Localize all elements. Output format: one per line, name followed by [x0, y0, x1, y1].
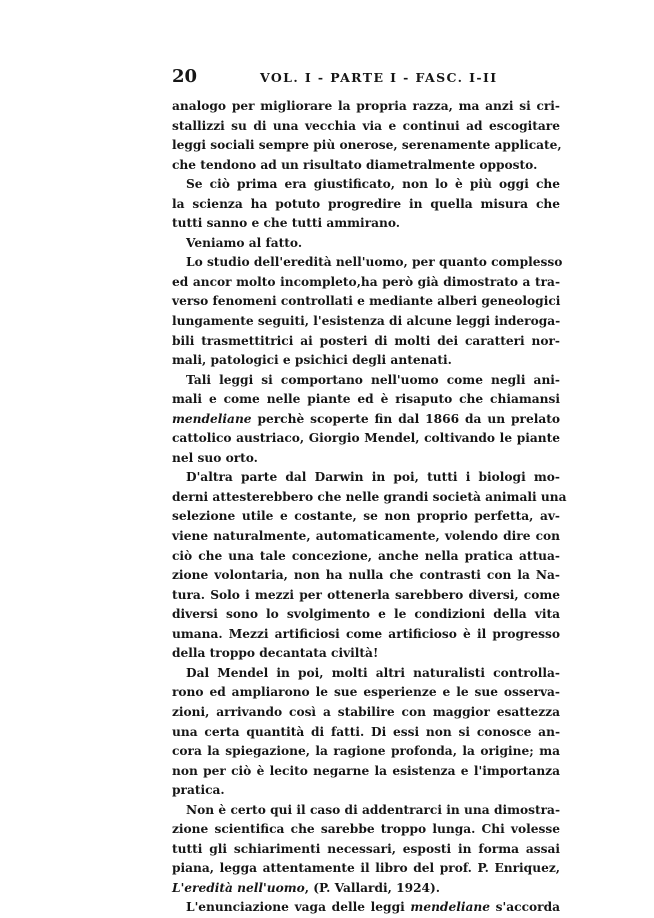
text-line: una certa quantità di fatti. Di essi non si conosce an-: [172, 724, 560, 739]
text-line: zione scientifica che sarebbe troppo lunga. Chi volesse: [172, 822, 560, 837]
text-line: lungamente seguiti, l'esistenza di alcune leggi inderoga-: [172, 314, 561, 329]
text-line: leggi sociali sempre più onerose, serenamente applicate,: [172, 138, 562, 153]
text-line: Veniamo al fatto.: [186, 235, 303, 250]
text-line: viene naturalmente, automaticamente, volendo dire con: [172, 529, 560, 544]
text-line: Tali leggi si comportano nell'uomo come negli ani-: [186, 372, 560, 387]
text-line: pratica.: [172, 783, 225, 798]
text-line: tura. Solo i mezzi per ottenerla sarebbero diversi, come: [172, 587, 560, 602]
italic-title: mendeliane: [172, 411, 252, 426]
text-line: mali e come nelle piante ed è risaputo che chiamansi: [172, 392, 560, 407]
text-line: umana. Mezzi artificiosi come artificioso è il progresso: [172, 626, 560, 641]
text-line: rono ed ampliarono le sue esperienze e le sue osserva-: [172, 685, 560, 700]
text-line: Lo studio dell'eredità nell'uomo, per quanto complesso: [186, 255, 563, 270]
text-line: zione volontaria, non ha nulla che contrasti con la Na-: [172, 568, 560, 583]
running-head: VOL. I - PARTE I - FASC. I-II: [260, 70, 498, 85]
paragraph: [172, 97, 560, 175]
text-line: mali, patologici e psichici degli antenati.: [172, 353, 452, 368]
text-line: stallizzi su di una vecchia via e continui ad escogitare: [172, 118, 560, 133]
text-line: non per ciò è lecito negarne la esistenza e l'importanza: [172, 763, 560, 778]
text-line: Dal Mendel in poi, molti altri naturalisti controlla-: [186, 665, 560, 680]
text-line: diversi sono lo svolgimento e le condizioni della vita: [172, 607, 560, 622]
text-line: Non è certo qui il caso di addentrarci in una dimostra-: [186, 802, 560, 817]
text-line: analogo per migliorare la propria razza, ma anzi si cri-: [172, 99, 560, 113]
text-line: ciò che una tale concezione, anche nella pratica attua-: [172, 548, 560, 563]
text-line: Se ciò prima era giustificato, non lo è più oggi che: [186, 177, 560, 192]
text-line: selezione utile e costante, se non proprio perfetta, av-: [172, 509, 560, 524]
text-line: derni attesterebbero che nelle grandi società animali una: [172, 489, 567, 504]
text-line: della troppo decantata civiltà!: [172, 646, 379, 661]
body-text: [172, 97, 567, 918]
paragraph: [172, 234, 560, 254]
page-header: [172, 66, 560, 88]
paragraph: [172, 801, 560, 899]
text-line: tutti sanno e che tutti ammirano.: [172, 216, 401, 231]
text-line: zioni, arrivando così a stabilire con maggior esattezza: [172, 704, 560, 719]
text-line: D'altra parte dal Darwin in poi, tutti i biologi mo-: [186, 470, 560, 485]
italic-title: mendeliane: [410, 900, 490, 915]
text-line: verso fenomeni controllati e mediante alberi geneologici: [172, 294, 561, 309]
text-line: la scienza ha potuto progredire in quella misura che: [172, 196, 560, 211]
text-line: che tendono ad un risultato diametralmente opposto.: [172, 157, 538, 172]
text-line: L'eredità nell'uomo, (P. Vallardi, 1924).: [172, 880, 441, 895]
paragraph: [172, 175, 560, 234]
paragraph: [172, 371, 560, 469]
paragraph: [172, 664, 560, 801]
text-line: bili trasmettitrici ai posteri di molti dei caratteri nor-: [172, 333, 560, 348]
text-line: mendeliane perchè scoperte fin dal 1866 da un prelato: [172, 411, 560, 426]
page-number: 20: [172, 66, 198, 87]
paragraph: [172, 898, 560, 918]
text-line: nel suo orto.: [172, 450, 258, 465]
paragraph: [172, 468, 567, 663]
text-line: cattolico austriaco, Giorgio Mendel, coltivando le piante: [172, 431, 560, 446]
text-line: ed ancor molto incompleto,ha però già dimostrato a tra-: [172, 274, 560, 289]
paragraph: [172, 253, 563, 370]
text-line: cora la spiegazione, la ragione profonda, la origine; ma: [172, 744, 560, 759]
text-line: L'enunciazione vaga delle leggi mendeliane s'accorda: [186, 900, 560, 915]
italic-title: L'eredità nell'uomo: [172, 880, 305, 895]
text-line: piana, legga attentamente il libro del prof. P. Enriquez,: [172, 861, 560, 876]
text-line: tutti gli schiarimenti necessari, esposti in forma assai: [172, 841, 560, 856]
